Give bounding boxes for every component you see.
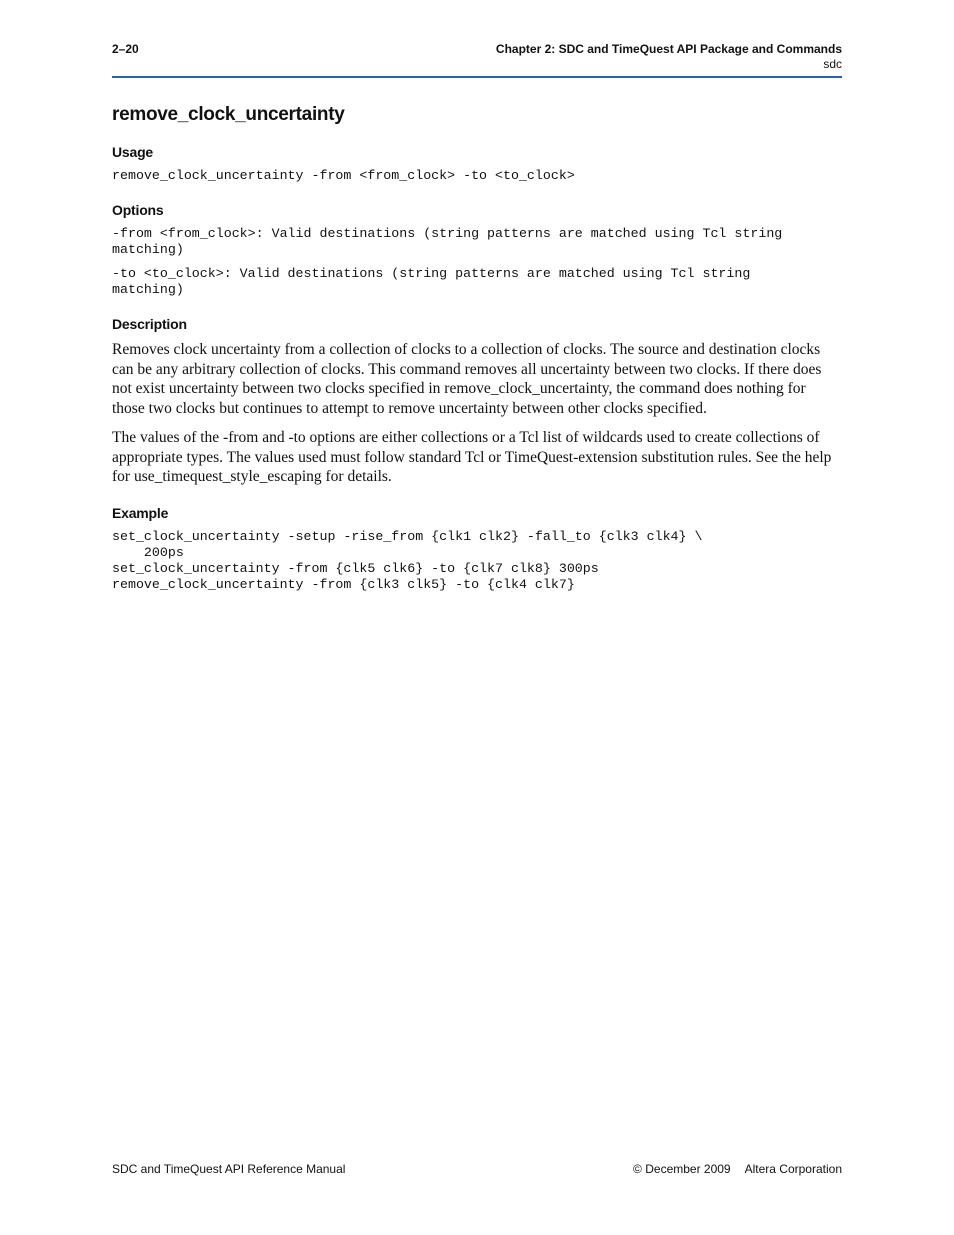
footer-date: © December 2009 <box>633 1162 731 1176</box>
header-rule <box>112 76 842 78</box>
description-paragraph: The values of the -from and -to options are either collections or a Tcl list of wildcards used to create collections of appropriate types. The values used must follow standard Tcl or TimeQuest-extension substitution rules. See the help for use_timequest_style_escaping for details. <box>112 429 832 485</box>
description-paragraph: Removes clock uncertainty from a collection of clocks to a collection of clocks. The source and destination clocks can be any arbitrary collection of clocks. This command removes all uncertainty between two clocks. If there does not exist uncertainty between two clocks specified in remove_clock_uncertainty, the command does nothing for those two clocks but continues to attempt to remove uncertainty between other clocks specified. <box>112 341 822 417</box>
example-heading: Example <box>112 504 169 521</box>
footer-info <box>633 1162 842 1176</box>
usage-code: remove_clock_uncertainty -from <from_clock> -to <to_clock> <box>112 168 575 183</box>
description-section <box>112 316 842 487</box>
usage-heading: Usage <box>112 144 154 160</box>
section-name: sdc <box>823 57 842 71</box>
description-heading: Description <box>112 316 187 332</box>
footer-manual-title: SDC and TimeQuest API Reference Manual <box>112 1162 346 1176</box>
example-section <box>112 505 842 593</box>
footer-company: Altera Corporation <box>744 1162 842 1176</box>
chapter-title: Chapter 2: SDC and TimeQuest API Package and Commands <box>495 42 842 56</box>
options-heading: Options <box>112 202 164 218</box>
command-title: remove_clock_uncertainty <box>112 104 345 125</box>
option-from: -from <from_clock>: Valid destinations (string patterns are matched using Tcl string matching) <box>112 226 783 257</box>
page-number: 2–20 <box>112 42 139 56</box>
usage-section <box>112 144 842 184</box>
page-content <box>112 104 842 611</box>
running-header <box>496 42 842 72</box>
options-section <box>112 202 842 298</box>
option-to: -to <to_clock>: Valid destinations (string patterns are matched using Tcl string matching) <box>112 266 751 297</box>
example-code: set_clock_uncertainty -setup -rise_from {clk1 clk2} -fall_to {clk3 clk4} \ 200ps set_clock_uncertainty -from {clk5 clk6} -to {clk7 clk8} 300ps remove_clock_uncertainty -from {clk3 clk5} -to {clk4 clk7} <box>112 528 703 592</box>
